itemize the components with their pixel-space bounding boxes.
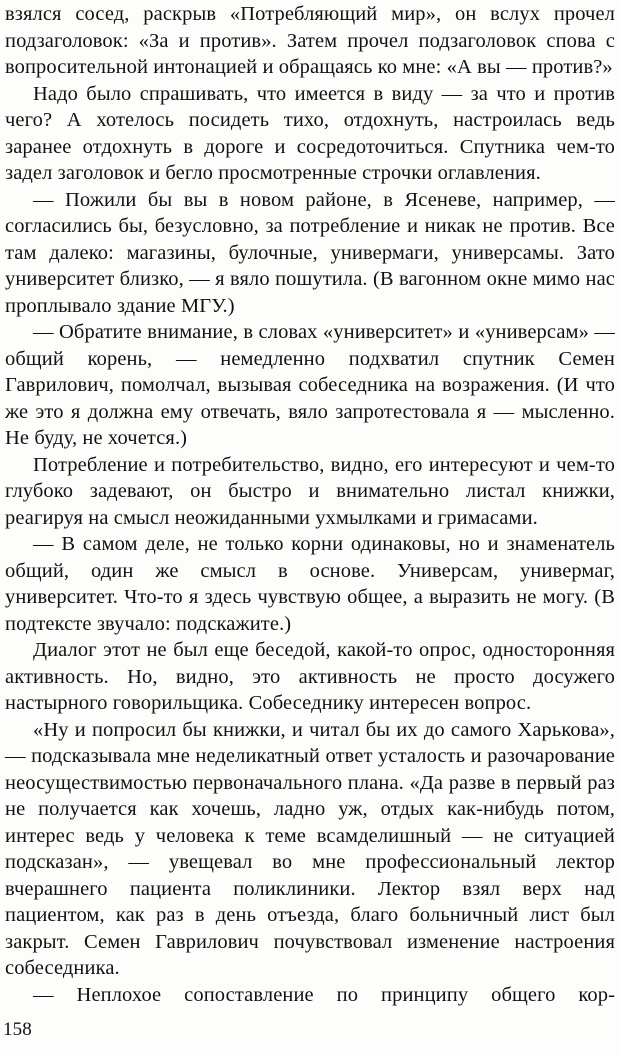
paragraph-dialogue: — В самом деле, не только корни одинаковы, но и знаменатель общий, один же смысл в основе. Универсам, универмаг, университет. Что-то я здесь чувствую общее, а выразить не могу. (В подтексте звучало: подскажите.) — [5, 533, 615, 635]
paragraph-dialogue: — Обратите внимание, в словах «университет» и «универсам» — общий корень, — немедленно подхватил спутник Семен Гаврилович, помолчал, вызывая собеседника на возражения. (И что же это я должна ему отвечать, вяло запротестовала я — мысленно. Не буду, не хочется.) — [5, 321, 615, 449]
paragraph: «Ну и попросил бы книжки, и читал бы их до самого Харькова», — подсказывала мне неделикатный ответ усталость и разочарование неосуществимостью первоначального плана. «Да разве в первый раз не получается как хочешь, ладно уж, отдых как-нибудь потом, интерес ведь у человека к теме всамделишный — не ситуацией подсказан», — увещевал во мне профессиональный лектор вчерашнего пациента поликлиники. Лектор взял верх над пациентом, как раз в день отъезда, благо больничный лист был закрыт. Семен Гаврилович почувствовал изменение настроения собеседника. — [5, 718, 615, 979]
paragraph-continuation: взялся сосед, раскрыв «Потребляющий мир», он вслух прочел подзаголовок: «За и против». Затем прочел подзаголовок спова с вопросительной интонацией и обращаясь ко мне: «А вы — против?» — [5, 3, 615, 78]
paragraph: Диалог этот не был еще беседой, какой-то опрос, односторонняя активность. Но, видно, это активность не просто досужего настырного говорильщика. Собеседнику интересен вопрос. — [5, 639, 615, 714]
page-text — [5, 1, 615, 1008]
paragraph: Потребление и потребительство, видно, его интересуют и чем-то глубоко задевают, он быстро и внимательно листал книжки, реагируя на смысл неожиданными ухмылками и гримасами. — [5, 453, 615, 529]
page-number: 158 — [3, 1019, 32, 1040]
paragraph: Надо было спрашивать, что имеется в виду — за что и против чего? А хотелось посидеть тихо, отдохнуть, настроилась ведь заранее отдохнуть в дороге и сосредоточиться. Спутника чем-то задел заголовок и бегло просмотренные строчки оглавления. — [5, 82, 615, 184]
paragraph-dialogue-continues: — Неплохое сопоставление по принципу общего кор- — [33, 983, 615, 1006]
paragraph-dialogue: — Пожили бы вы в новом районе, в Ясеневе, например, — согласились бы, безусловно, за потребление и никак не против. Все там далеко: магазины, булочные, универмаги, универсамы. Зато университет близко, — я вяло пошутила. (В вагонном окне мимо нас проплывало здание МГУ.) — [5, 188, 615, 317]
